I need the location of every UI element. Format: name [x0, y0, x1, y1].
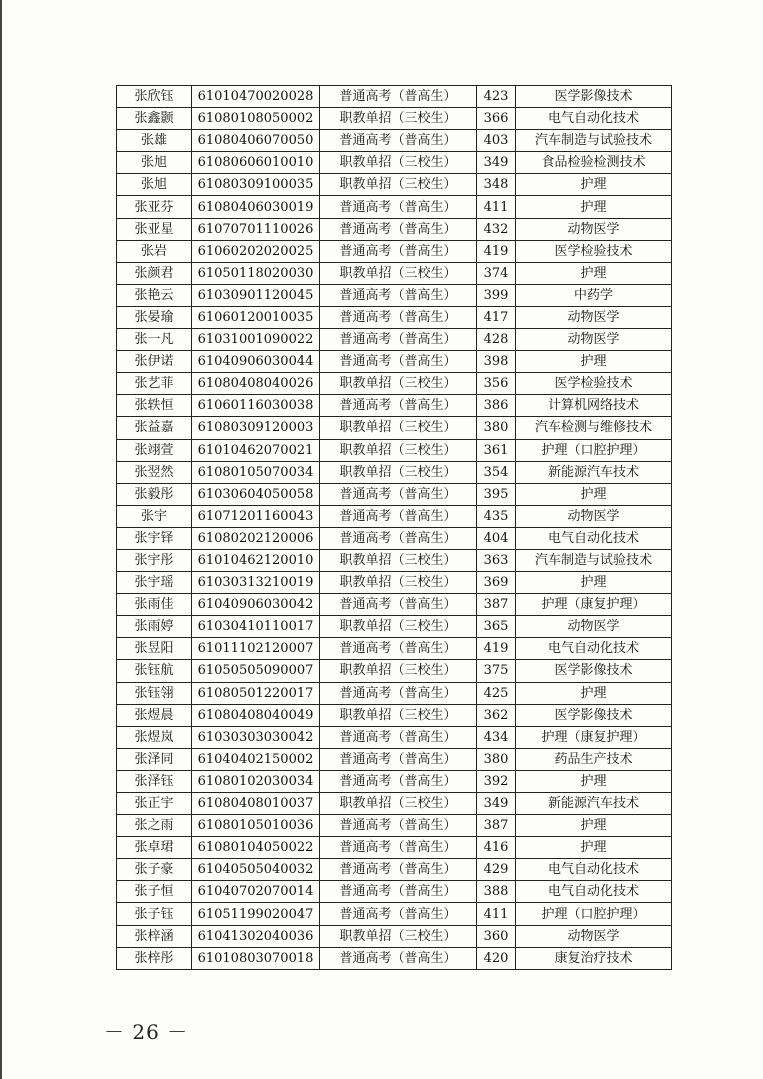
table-row — [117, 549, 672, 571]
major-cell: 护理 — [516, 483, 672, 505]
student-name-cell: 张钰翎 — [117, 682, 192, 704]
table-row — [117, 306, 672, 328]
score-cell: 349 — [477, 152, 516, 174]
score-cell: 411 — [477, 903, 516, 925]
score-cell: 387 — [477, 815, 516, 837]
student-name-cell: 张毅彤 — [117, 483, 192, 505]
candidate-id-cell: 61080408040049 — [192, 704, 320, 726]
exam-type-cell: 职教单招（三校生） — [320, 616, 477, 638]
table-row — [117, 439, 672, 461]
table-row — [117, 859, 672, 881]
table-row — [117, 748, 672, 770]
score-cell: 399 — [477, 284, 516, 306]
table-row — [117, 130, 672, 152]
score-cell: 423 — [477, 86, 516, 108]
student-name-cell: 张旭 — [117, 152, 192, 174]
table-row — [117, 837, 672, 859]
major-cell: 护理（康复护理） — [516, 594, 672, 616]
table-row — [117, 925, 672, 947]
exam-type-cell: 职教单招（三校生） — [320, 461, 477, 483]
major-cell: 汽车制造与试验技术 — [516, 549, 672, 571]
table-row — [117, 351, 672, 373]
table-row — [117, 240, 672, 262]
score-cell: 380 — [477, 748, 516, 770]
major-cell: 护理 — [516, 351, 672, 373]
candidate-id-cell: 61050505090007 — [192, 660, 320, 682]
student-name-cell: 张梓涵 — [117, 925, 192, 947]
major-cell: 护理 — [516, 837, 672, 859]
major-cell: 护理（口腔护理） — [516, 439, 672, 461]
score-cell: 425 — [477, 682, 516, 704]
exam-type-cell: 普通高考（普高生） — [320, 903, 477, 925]
student-name-cell: 张之雨 — [117, 815, 192, 837]
student-name-cell: 张翊萱 — [117, 439, 192, 461]
table-row — [117, 903, 672, 925]
major-cell: 计算机网络技术 — [516, 395, 672, 417]
score-cell: 375 — [477, 660, 516, 682]
exam-type-cell: 普通高考（普高生） — [320, 395, 477, 417]
candidate-id-cell: 61080105010036 — [192, 815, 320, 837]
student-name-cell: 张卓珺 — [117, 837, 192, 859]
score-cell: 388 — [477, 881, 516, 903]
exam-type-cell: 职教单招（三校生） — [320, 549, 477, 571]
major-cell: 护理（康复护理） — [516, 726, 672, 748]
score-cell: 386 — [477, 395, 516, 417]
score-cell: 404 — [477, 527, 516, 549]
major-cell: 护理 — [516, 262, 672, 284]
candidate-id-cell: 61080309100035 — [192, 174, 320, 196]
candidate-id-cell: 61010462120010 — [192, 549, 320, 571]
student-name-cell: 张艺菲 — [117, 373, 192, 395]
major-cell: 医学影像技术 — [516, 704, 672, 726]
major-cell: 电气自动化技术 — [516, 881, 672, 903]
major-cell: 康复治疗技术 — [516, 947, 672, 969]
major-cell: 动物医学 — [516, 616, 672, 638]
candidate-id-cell: 61080104050022 — [192, 837, 320, 859]
table-row — [117, 108, 672, 130]
candidate-id-cell: 61071201160043 — [192, 505, 320, 527]
major-cell: 护理 — [516, 770, 672, 792]
candidate-id-cell: 61031001090022 — [192, 329, 320, 351]
exam-type-cell: 职教单招（三校生） — [320, 152, 477, 174]
student-name-cell: 张泽钰 — [117, 770, 192, 792]
student-name-cell: 张昱阳 — [117, 638, 192, 660]
candidate-id-cell: 61060120010035 — [192, 306, 320, 328]
exam-type-cell: 普通高考（普高生） — [320, 881, 477, 903]
table-row — [117, 815, 672, 837]
exam-type-cell: 职教单招（三校生） — [320, 108, 477, 130]
candidate-id-cell: 61080309120003 — [192, 417, 320, 439]
score-cell: 362 — [477, 704, 516, 726]
major-cell: 护理 — [516, 174, 672, 196]
score-cell: 432 — [477, 218, 516, 240]
candidate-id-cell: 61040906030042 — [192, 594, 320, 616]
table-row — [117, 947, 672, 969]
exam-type-cell: 职教单招（三校生） — [320, 704, 477, 726]
exam-type-cell: 普通高考（普高生） — [320, 527, 477, 549]
major-cell: 动物医学 — [516, 329, 672, 351]
score-cell: 420 — [477, 947, 516, 969]
score-cell: 374 — [477, 262, 516, 284]
candidate-id-cell: 61080406070050 — [192, 130, 320, 152]
table-row — [117, 483, 672, 505]
table-row — [117, 726, 672, 748]
candidate-id-cell: 61010803070018 — [192, 947, 320, 969]
exam-type-cell: 普通高考（普高生） — [320, 130, 477, 152]
student-name-cell: 张子钰 — [117, 903, 192, 925]
exam-type-cell: 职教单招（三校生） — [320, 660, 477, 682]
candidate-id-cell: 61080406030019 — [192, 196, 320, 218]
student-name-cell: 张益嘉 — [117, 417, 192, 439]
student-name-cell: 张子恒 — [117, 881, 192, 903]
exam-type-cell: 普通高考（普高生） — [320, 86, 477, 108]
candidate-id-cell: 61010462070021 — [192, 439, 320, 461]
major-cell: 医学检验技术 — [516, 240, 672, 262]
major-cell: 电气自动化技术 — [516, 638, 672, 660]
table-row — [117, 284, 672, 306]
exam-type-cell: 职教单招（三校生） — [320, 373, 477, 395]
major-cell: 医学影像技术 — [516, 660, 672, 682]
table-row — [117, 660, 672, 682]
major-cell: 食品检验检测技术 — [516, 152, 672, 174]
student-name-cell: 张岩 — [117, 240, 192, 262]
candidate-id-cell: 61080108050002 — [192, 108, 320, 130]
score-cell: 417 — [477, 306, 516, 328]
score-cell: 369 — [477, 572, 516, 594]
student-name-cell: 张宇彤 — [117, 549, 192, 571]
major-cell: 电气自动化技术 — [516, 859, 672, 881]
table-row — [117, 682, 672, 704]
table-row — [117, 704, 672, 726]
student-name-cell: 张晏瑜 — [117, 306, 192, 328]
candidate-id-cell: 61051199020047 — [192, 903, 320, 925]
exam-type-cell: 普通高考（普高生） — [320, 815, 477, 837]
table-row — [117, 638, 672, 660]
student-name-cell: 张一凡 — [117, 329, 192, 351]
major-cell: 动物医学 — [516, 925, 672, 947]
table-row — [117, 793, 672, 815]
candidate-id-cell: 61011102120007 — [192, 638, 320, 660]
score-cell: 395 — [477, 483, 516, 505]
score-cell: 419 — [477, 638, 516, 660]
score-cell: 356 — [477, 373, 516, 395]
exam-type-cell: 普通高考（普高生） — [320, 682, 477, 704]
table-row — [117, 395, 672, 417]
table-row — [117, 262, 672, 284]
candidate-id-cell: 61080102030034 — [192, 770, 320, 792]
roster-table-body — [117, 86, 672, 970]
page-number: － 26 － — [104, 1020, 189, 1044]
exam-type-cell: 普通高考（普高生） — [320, 594, 477, 616]
student-name-cell: 张雄 — [117, 130, 192, 152]
candidate-id-cell: 61080408010037 — [192, 793, 320, 815]
exam-type-cell: 普通高考（普高生） — [320, 859, 477, 881]
table-row — [117, 417, 672, 439]
candidate-id-cell: 61080606010010 — [192, 152, 320, 174]
table-row — [117, 373, 672, 395]
candidate-id-cell: 61080501220017 — [192, 682, 320, 704]
table-row — [117, 881, 672, 903]
score-cell: 398 — [477, 351, 516, 373]
exam-type-cell: 普通高考（普高生） — [320, 947, 477, 969]
table-row — [117, 527, 672, 549]
candidate-id-cell: 61040906030044 — [192, 351, 320, 373]
candidate-id-cell: 61010470020028 — [192, 86, 320, 108]
score-cell: 363 — [477, 549, 516, 571]
exam-type-cell: 普通高考（普高生） — [320, 837, 477, 859]
student-name-cell: 张亚芬 — [117, 196, 192, 218]
candidate-id-cell: 61070701110026 — [192, 218, 320, 240]
major-cell: 汽车检测与维修技术 — [516, 417, 672, 439]
score-cell: 348 — [477, 174, 516, 196]
exam-type-cell: 普通高考（普高生） — [320, 306, 477, 328]
student-name-cell: 张泽同 — [117, 748, 192, 770]
student-name-cell: 张颜君 — [117, 262, 192, 284]
table-row — [117, 152, 672, 174]
student-name-cell: 张艳云 — [117, 284, 192, 306]
score-cell: 392 — [477, 770, 516, 792]
major-cell: 护理 — [516, 815, 672, 837]
student-name-cell: 张子豪 — [117, 859, 192, 881]
score-cell: 429 — [477, 859, 516, 881]
candidate-id-cell: 61080105070034 — [192, 461, 320, 483]
student-name-cell: 张煜岚 — [117, 726, 192, 748]
candidate-id-cell: 61040702070014 — [192, 881, 320, 903]
score-cell: 387 — [477, 594, 516, 616]
exam-type-cell: 职教单招（三校生） — [320, 417, 477, 439]
major-cell: 护理 — [516, 196, 672, 218]
student-name-cell: 张梓彤 — [117, 947, 192, 969]
score-cell: 349 — [477, 793, 516, 815]
student-name-cell: 张正宇 — [117, 793, 192, 815]
student-name-cell: 张雨佳 — [117, 594, 192, 616]
exam-type-cell: 职教单招（三校生） — [320, 925, 477, 947]
candidate-id-cell: 61040402150002 — [192, 748, 320, 770]
exam-type-cell: 普通高考（普高生） — [320, 329, 477, 351]
student-name-cell: 张翌然 — [117, 461, 192, 483]
student-name-cell: 张伊诺 — [117, 351, 192, 373]
score-cell: 361 — [477, 439, 516, 461]
major-cell: 汽车制造与试验技术 — [516, 130, 672, 152]
student-name-cell: 张宇瑶 — [117, 572, 192, 594]
score-cell: 366 — [477, 108, 516, 130]
major-cell: 药品生产技术 — [516, 748, 672, 770]
score-cell: 380 — [477, 417, 516, 439]
table-row — [117, 86, 672, 108]
exam-type-cell: 普通高考（普高生） — [320, 638, 477, 660]
table-row — [117, 174, 672, 196]
exam-type-cell: 普通高考（普高生） — [320, 770, 477, 792]
score-cell: 419 — [477, 240, 516, 262]
major-cell: 动物医学 — [516, 218, 672, 240]
table-row — [117, 770, 672, 792]
table-row — [117, 594, 672, 616]
student-name-cell: 张宇 — [117, 505, 192, 527]
student-name-cell: 张宇铎 — [117, 527, 192, 549]
student-name-cell: 张鑫颢 — [117, 108, 192, 130]
exam-type-cell: 普通高考（普高生） — [320, 505, 477, 527]
candidate-id-cell: 61030410110017 — [192, 616, 320, 638]
student-name-cell: 张轶恒 — [117, 395, 192, 417]
exam-type-cell: 普通高考（普高生） — [320, 240, 477, 262]
major-cell: 护理 — [516, 682, 672, 704]
major-cell: 动物医学 — [516, 505, 672, 527]
exam-type-cell: 职教单招（三校生） — [320, 572, 477, 594]
candidate-id-cell: 61060116030038 — [192, 395, 320, 417]
score-cell: 434 — [477, 726, 516, 748]
candidate-id-cell: 61080202120006 — [192, 527, 320, 549]
exam-type-cell: 普通高考（普高生） — [320, 218, 477, 240]
major-cell: 医学检验技术 — [516, 373, 672, 395]
table-row — [117, 505, 672, 527]
score-cell: 365 — [477, 616, 516, 638]
candidate-id-cell: 61040505040032 — [192, 859, 320, 881]
student-name-cell: 张欣钰 — [117, 86, 192, 108]
score-cell: 354 — [477, 461, 516, 483]
major-cell: 护理 — [516, 572, 672, 594]
candidate-id-cell: 61060202020025 — [192, 240, 320, 262]
exam-type-cell: 普通高考（普高生） — [320, 483, 477, 505]
major-cell: 中药学 — [516, 284, 672, 306]
student-name-cell: 张雨婷 — [117, 616, 192, 638]
table-row — [117, 616, 672, 638]
score-cell: 360 — [477, 925, 516, 947]
table-row — [117, 572, 672, 594]
candidate-id-cell: 61080408040026 — [192, 373, 320, 395]
major-cell: 新能源汽车技术 — [516, 793, 672, 815]
score-cell: 435 — [477, 505, 516, 527]
major-cell: 护理（口腔护理） — [516, 903, 672, 925]
table-row — [117, 461, 672, 483]
exam-type-cell: 职教单招（三校生） — [320, 793, 477, 815]
student-name-cell: 张亚星 — [117, 218, 192, 240]
score-cell: 411 — [477, 196, 516, 218]
exam-type-cell: 普通高考（普高生） — [320, 726, 477, 748]
admission-roster-table — [116, 85, 672, 970]
student-name-cell: 张旭 — [117, 174, 192, 196]
major-cell: 动物医学 — [516, 306, 672, 328]
page-edge-line — [0, 0, 2, 1079]
score-cell: 403 — [477, 130, 516, 152]
exam-type-cell: 普通高考（普高生） — [320, 748, 477, 770]
score-cell: 416 — [477, 837, 516, 859]
exam-type-cell: 职教单招（三校生） — [320, 439, 477, 461]
exam-type-cell: 职教单招（三校生） — [320, 174, 477, 196]
score-cell: 428 — [477, 329, 516, 351]
candidate-id-cell: 61041302040036 — [192, 925, 320, 947]
table-row — [117, 329, 672, 351]
major-cell: 医学影像技术 — [516, 86, 672, 108]
exam-type-cell: 职教单招（三校生） — [320, 262, 477, 284]
major-cell: 电气自动化技术 — [516, 527, 672, 549]
exam-type-cell: 普通高考（普高生） — [320, 284, 477, 306]
candidate-id-cell: 61030901120045 — [192, 284, 320, 306]
candidate-id-cell: 61030303030042 — [192, 726, 320, 748]
exam-type-cell: 普通高考（普高生） — [320, 351, 477, 373]
major-cell: 新能源汽车技术 — [516, 461, 672, 483]
candidate-id-cell: 61030313210019 — [192, 572, 320, 594]
table-row — [117, 218, 672, 240]
major-cell: 电气自动化技术 — [516, 108, 672, 130]
candidate-id-cell: 61050118020030 — [192, 262, 320, 284]
exam-type-cell: 普通高考（普高生） — [320, 196, 477, 218]
student-name-cell: 张钰航 — [117, 660, 192, 682]
student-name-cell: 张煜晨 — [117, 704, 192, 726]
table-row — [117, 196, 672, 218]
candidate-id-cell: 61030604050058 — [192, 483, 320, 505]
